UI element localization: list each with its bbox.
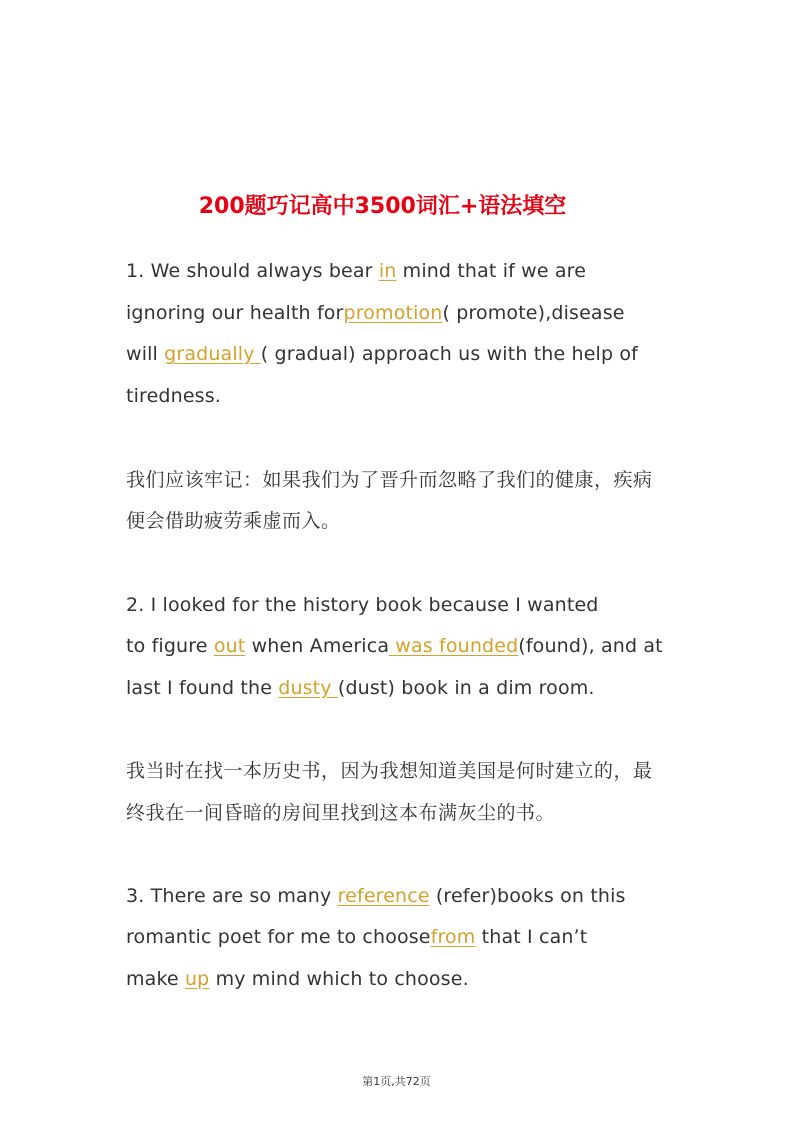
text: ignoring our health for bbox=[126, 302, 344, 324]
text: (refer)books on this bbox=[429, 885, 626, 907]
text: ( promote),disease bbox=[442, 302, 625, 324]
q1-line-2 bbox=[126, 293, 686, 335]
q3-line-2 bbox=[126, 917, 686, 959]
text: (found), and at bbox=[518, 635, 663, 657]
document-title: 200题巧记高中3500词汇+语法填空 bbox=[198, 194, 567, 219]
q1-translation-2: 便会借助疲劳乘虚而入。 bbox=[126, 510, 341, 532]
q2-line-1: 2. I looked for the history book because I wanted bbox=[126, 594, 599, 616]
text: that I can’t bbox=[475, 926, 588, 948]
q3-line-3 bbox=[126, 959, 686, 1001]
text: 1. We should always bear bbox=[126, 260, 379, 282]
q2-translation-2: 终我在一间昏暗的房间里找到这本布满灰尘的书。 bbox=[126, 802, 556, 824]
q3-line-1 bbox=[126, 876, 686, 918]
q1-line-4: tiredness. bbox=[126, 385, 221, 407]
q2-translation-1: 我当时在找一本历史书，因为我想知道美国是何时建立的，最 bbox=[126, 760, 653, 782]
answer-blank: in bbox=[378, 260, 397, 282]
answer-blank: reference bbox=[337, 885, 430, 907]
text: romantic poet for me to choose bbox=[126, 926, 431, 948]
answer-blank: was founded bbox=[389, 635, 519, 657]
q1-line-3 bbox=[126, 334, 686, 376]
q2-line-3 bbox=[126, 668, 686, 710]
text: my mind which to choose. bbox=[209, 968, 469, 990]
text: ( gradual) approach us with the help of bbox=[260, 343, 639, 365]
text: when America bbox=[245, 635, 390, 657]
answer-blank: up bbox=[184, 968, 210, 990]
text: (dust) book in a dim room. bbox=[337, 677, 595, 699]
answer-blank: dusty bbox=[278, 677, 338, 699]
answer-blank: from bbox=[430, 926, 476, 948]
q1-line-1 bbox=[126, 251, 686, 293]
text: mind that if we are bbox=[396, 260, 587, 282]
text: 3. There are so many bbox=[126, 885, 338, 907]
q2-line-2 bbox=[126, 626, 686, 668]
text: make bbox=[126, 968, 185, 990]
q1-translation-1: 我们应该牢记：如果我们为了晋升而忽略了我们的健康，疾病 bbox=[126, 469, 653, 491]
answer-blank: out bbox=[213, 635, 246, 657]
answer-blank: gradually bbox=[164, 343, 261, 365]
text: will bbox=[126, 343, 165, 365]
text: to figure bbox=[126, 635, 214, 657]
answer-blank: promotion bbox=[343, 302, 443, 324]
page-number: 第1页,共72页 bbox=[362, 1075, 431, 1088]
text: last I found the bbox=[126, 677, 279, 699]
